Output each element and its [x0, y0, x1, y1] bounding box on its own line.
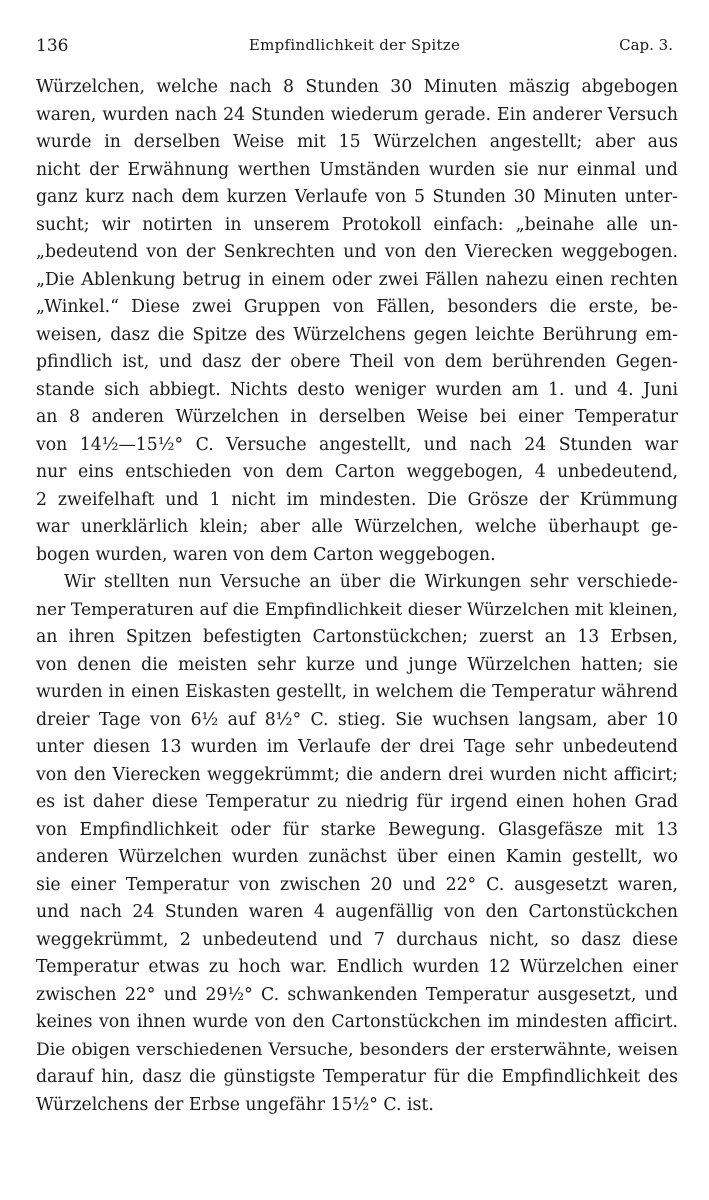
page-header — [36, 36, 673, 60]
text-line: „bedeutend von der Senkrechten und von den Vierecken weggebogen. — [36, 242, 678, 262]
body-text — [36, 74, 678, 1119]
text-line: pfindlich ist, und dasz der obere Theil von dem berührenden Gegen- — [36, 352, 678, 372]
text-line: dreier Tage von 6½ auf 8½° C. stieg. Sie wuchsen langsam, aber 10 — [36, 709, 678, 730]
text-line: nicht der Erwähnung werthen Umständen wurden sie nur einmal und — [36, 159, 678, 180]
text-line: und nach 24 Stunden waren 4 augenfällig von den Cartonstückchen — [36, 902, 678, 922]
text-line: keines von ihnen wurde von den Cartonstückchen im mindesten afficirt. — [36, 1012, 678, 1032]
text-line: sucht; wir notirten in unserem Protokoll einfach: „beinahe alle un- — [36, 214, 678, 235]
text-line: von denen die meisten sehr kurze und junge Würzelchen hatten; sie — [36, 654, 678, 675]
text-line: sie einer Temperatur von zwischen 20 und 22° C. ausgesetzt waren, — [36, 874, 678, 895]
text-line: von den Vierecken weggekrümmt; die andern drei wurden nicht afficirt; — [36, 764, 678, 785]
text-line: weisen, dasz die Spitze des Würzelchens gegen leichte Berührung em- — [36, 324, 678, 345]
text-line: an 8 anderen Würzelchen in derselben Weise bei einer Temperatur — [36, 407, 678, 427]
text-line: unter diesen 13 wurden im Verlaufe der drei Tage sehr unbedeutend — [36, 737, 678, 757]
text-line: an ihren Spitzen befestigten Cartonstückchen; zuerst an 13 Erbsen, — [36, 627, 678, 647]
text-line: zwischen 22° und 29½° C. schwankenden Temperatur ausgesetzt, und — [36, 984, 678, 1005]
text-line: „Die Ablenkung betrug in einem oder zwei Fällen nahezu einen rechten — [36, 269, 678, 290]
text-line: „Winkel.“ Diese zwei Gruppen von Fällen, besonders die erste, be- — [36, 297, 678, 317]
text-line: weggekrümmt, 2 unbedeutend und 7 durchaus nicht, so dasz diese — [36, 929, 678, 950]
text-line: nur eins entschieden von dem Carton weggebogen, 4 unbedeutend, — [36, 462, 678, 482]
paragraph-end-line: Würzelchens der Erbse ungefähr 15½° C. ist. — [36, 1094, 434, 1115]
text-line: darauf hin, dasz die günstigste Temperatur für die Empfindlichkeit des — [36, 1067, 678, 1087]
text-line: wurden in einen Eiskasten gestellt, in welchem die Temperatur während — [36, 682, 678, 702]
text-line: waren, wurden nach 24 Stunden wiederum gerade. Ein anderer Versuch — [36, 104, 678, 125]
text-line: Würzelchen, welche nach 8 Stunden 30 Minuten mäszig abgebogen — [36, 77, 678, 97]
text-line: war unerklärlich klein; aber alle Würzelchen, welche überhaupt ge- — [36, 517, 678, 537]
text-line: von Empfindlichkeit oder für starke Bewegung. Glasgefäsze mit 13 — [36, 819, 678, 840]
page-number: 136 — [36, 36, 69, 56]
text-line: Die obigen verschiedenen Versuche, besonders der ersterwähnte, weisen — [36, 1039, 678, 1060]
text-line: es ist daher diese Temperatur zu niedrig für irgend einen hohen Grad — [36, 792, 678, 812]
text-line: stande sich abbiegt. Nichts desto weniger wurden am 1. und 4. Juni — [36, 379, 678, 400]
text-line: wurde in derselben Weise mit 15 Würzelchen angestellt; aber aus — [36, 132, 678, 152]
text-line: 2 zweifelhaft und 1 nicht im mindesten. Die Grösze der Krümmung — [36, 489, 678, 510]
text-line: ner Temperaturen auf die Empfindlichkeit dieser Würzelchen mit kleinen, — [36, 599, 678, 620]
paragraph-start-line: Wir stellten nun Versuche an über die Wirkungen sehr verschiede- — [64, 572, 678, 592]
text-line: anderen Würzelchen wurden zunächst über einen Kamin gestellt, wo — [36, 847, 678, 867]
chapter-label: Cap. 3. — [619, 36, 673, 54]
text-line: Temperatur etwas zu hoch war. Endlich wurden 12 Würzelchen einer — [36, 957, 678, 977]
paragraph-end-line: bogen wurden, waren von dem Carton weggebogen. — [36, 544, 496, 565]
text-line: von 14½—15½° C. Versuche angestellt, und nach 24 Stunden war — [36, 434, 678, 455]
text-line: ganz kurz nach dem kurzen Verlaufe von 5 Stunden 30 Minuten unter- — [36, 187, 678, 207]
running-title: Empfindlichkeit der Spitze — [248, 36, 461, 54]
